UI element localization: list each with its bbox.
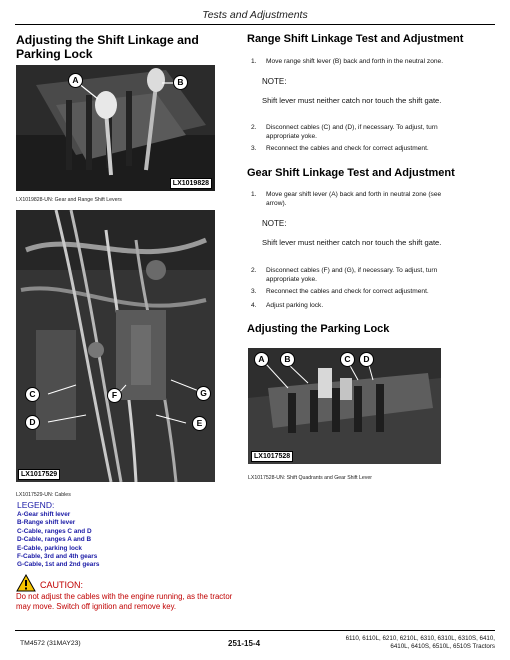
caption-photo1: LX1019828-UN: Gear and Range Shift Levers bbox=[16, 197, 122, 203]
step-text: arrow). bbox=[266, 200, 287, 207]
step-number: 2. bbox=[251, 267, 257, 274]
step-text: Move range shift lever (B) back and forth in the neutral zone. bbox=[266, 58, 444, 65]
header-rule bbox=[15, 24, 495, 25]
footer-models bbox=[315, 635, 495, 651]
section-title-shift-linkage: Adjusting the Shift Linkage and Parking Lock bbox=[16, 33, 199, 61]
legend-item: C-Cable, ranges C and D bbox=[17, 527, 92, 535]
callout-b: B bbox=[280, 352, 295, 367]
legend-item: B-Range shift lever bbox=[17, 519, 76, 527]
note-label: NOTE: bbox=[262, 77, 287, 86]
callout-b: B bbox=[173, 75, 188, 90]
legend-item: A-Gear shift lever bbox=[17, 511, 71, 518]
note-text: Shift lever must neither catch nor touch the shift gate. bbox=[262, 238, 442, 247]
legend-item: E-Cable, parking lock bbox=[17, 544, 82, 552]
step-number: 2. bbox=[251, 124, 257, 131]
footer-models-line: 6110, 6110L, 6210, 6210L, 6310, 6310L, 6310S, 6410, bbox=[345, 635, 495, 642]
callout-d: D bbox=[359, 352, 374, 367]
callout-e: E bbox=[192, 416, 207, 431]
step-text: Disconnect cables (C) and (D), if necessary. To adjust, turn bbox=[266, 124, 438, 131]
caution-word: CAUTION: bbox=[40, 580, 84, 590]
range-step-3 bbox=[251, 145, 495, 155]
legend-item: G-Cable, 1st and 2nd gears bbox=[17, 561, 100, 569]
step-text: Adjust parking lock. bbox=[266, 302, 324, 309]
step-text: Move gear shift lever (A) back and forth in neutral zone (see bbox=[266, 191, 442, 198]
gear-step-1 bbox=[251, 191, 495, 209]
footer-rule bbox=[15, 630, 495, 631]
section-title-range-shift: Range Shift Linkage Test and Adjustment bbox=[247, 33, 464, 45]
step-number: 1. bbox=[251, 58, 257, 65]
range-step-1 bbox=[251, 58, 495, 68]
photo-shift-quadrants bbox=[248, 348, 441, 464]
legend-title: LEGEND: bbox=[17, 500, 55, 510]
callout-c: C bbox=[25, 387, 40, 402]
callout-g: G bbox=[196, 386, 211, 401]
caution-text: Do not adjust the cables with the engine running, as the tractor may move. Switch off ignition and remove key. bbox=[16, 592, 233, 611]
step-text: Reconnect the cables and check for correct adjustment. bbox=[266, 145, 429, 152]
section-title-parking-lock: Adjusting the Parking Lock bbox=[247, 323, 390, 335]
note-label: NOTE: bbox=[262, 219, 287, 228]
callout-d: D bbox=[25, 415, 40, 430]
footer-doc-id: TM4572 (31MAY23) bbox=[20, 640, 81, 647]
photo-tag: LX1017529 bbox=[18, 469, 60, 480]
callout-f: F bbox=[107, 388, 122, 403]
caption-photo3: LX1017528-UN: Shift Quadrants and Gear Shift Lever bbox=[248, 475, 372, 481]
step-number: 3. bbox=[251, 145, 257, 152]
callout-c: C bbox=[340, 352, 355, 367]
step-text: appropriate yoke. bbox=[266, 133, 317, 140]
footer-models-line: 6410L, 6410S, 6510L, 6510S Tractors bbox=[390, 643, 495, 650]
legend-item: D-Cable, ranges A and B bbox=[17, 536, 92, 544]
range-step-2 bbox=[251, 124, 495, 142]
step-text: appropriate yoke. bbox=[266, 276, 317, 283]
note-text: Shift lever must neither catch nor touch the shift gate. bbox=[262, 96, 442, 105]
gear-step-3 bbox=[251, 288, 495, 298]
step-text: Disconnect cables (F) and (G), if necessary. To adjust, turn bbox=[266, 267, 438, 274]
footer-page-number: 251-15-4 bbox=[228, 639, 261, 648]
caption-photo2: LX1017529-UN: Cables bbox=[16, 492, 71, 498]
gear-step-2 bbox=[251, 267, 495, 285]
step-number: 4. bbox=[251, 302, 257, 309]
step-number: 1. bbox=[251, 191, 257, 198]
photo-shift-levers bbox=[16, 65, 215, 191]
callout-a: A bbox=[68, 73, 83, 88]
legend-list bbox=[17, 511, 99, 570]
step-text: Reconnect the cables and check for correct adjustment. bbox=[266, 288, 429, 295]
step-number: 3. bbox=[251, 288, 257, 295]
gear-step-4 bbox=[251, 302, 495, 312]
callout-a: A bbox=[254, 352, 269, 367]
photo-tag: LX1017528 bbox=[251, 451, 293, 462]
legend-item: F-Cable, 3rd and 4th gears bbox=[17, 553, 98, 561]
page-header-title: Tests and Adjustments bbox=[202, 9, 308, 21]
photo-cables bbox=[16, 210, 215, 482]
photo-tag: LX1019828 bbox=[170, 178, 212, 189]
section-title-gear-shift: Gear Shift Linkage Test and Adjustment bbox=[247, 167, 455, 179]
